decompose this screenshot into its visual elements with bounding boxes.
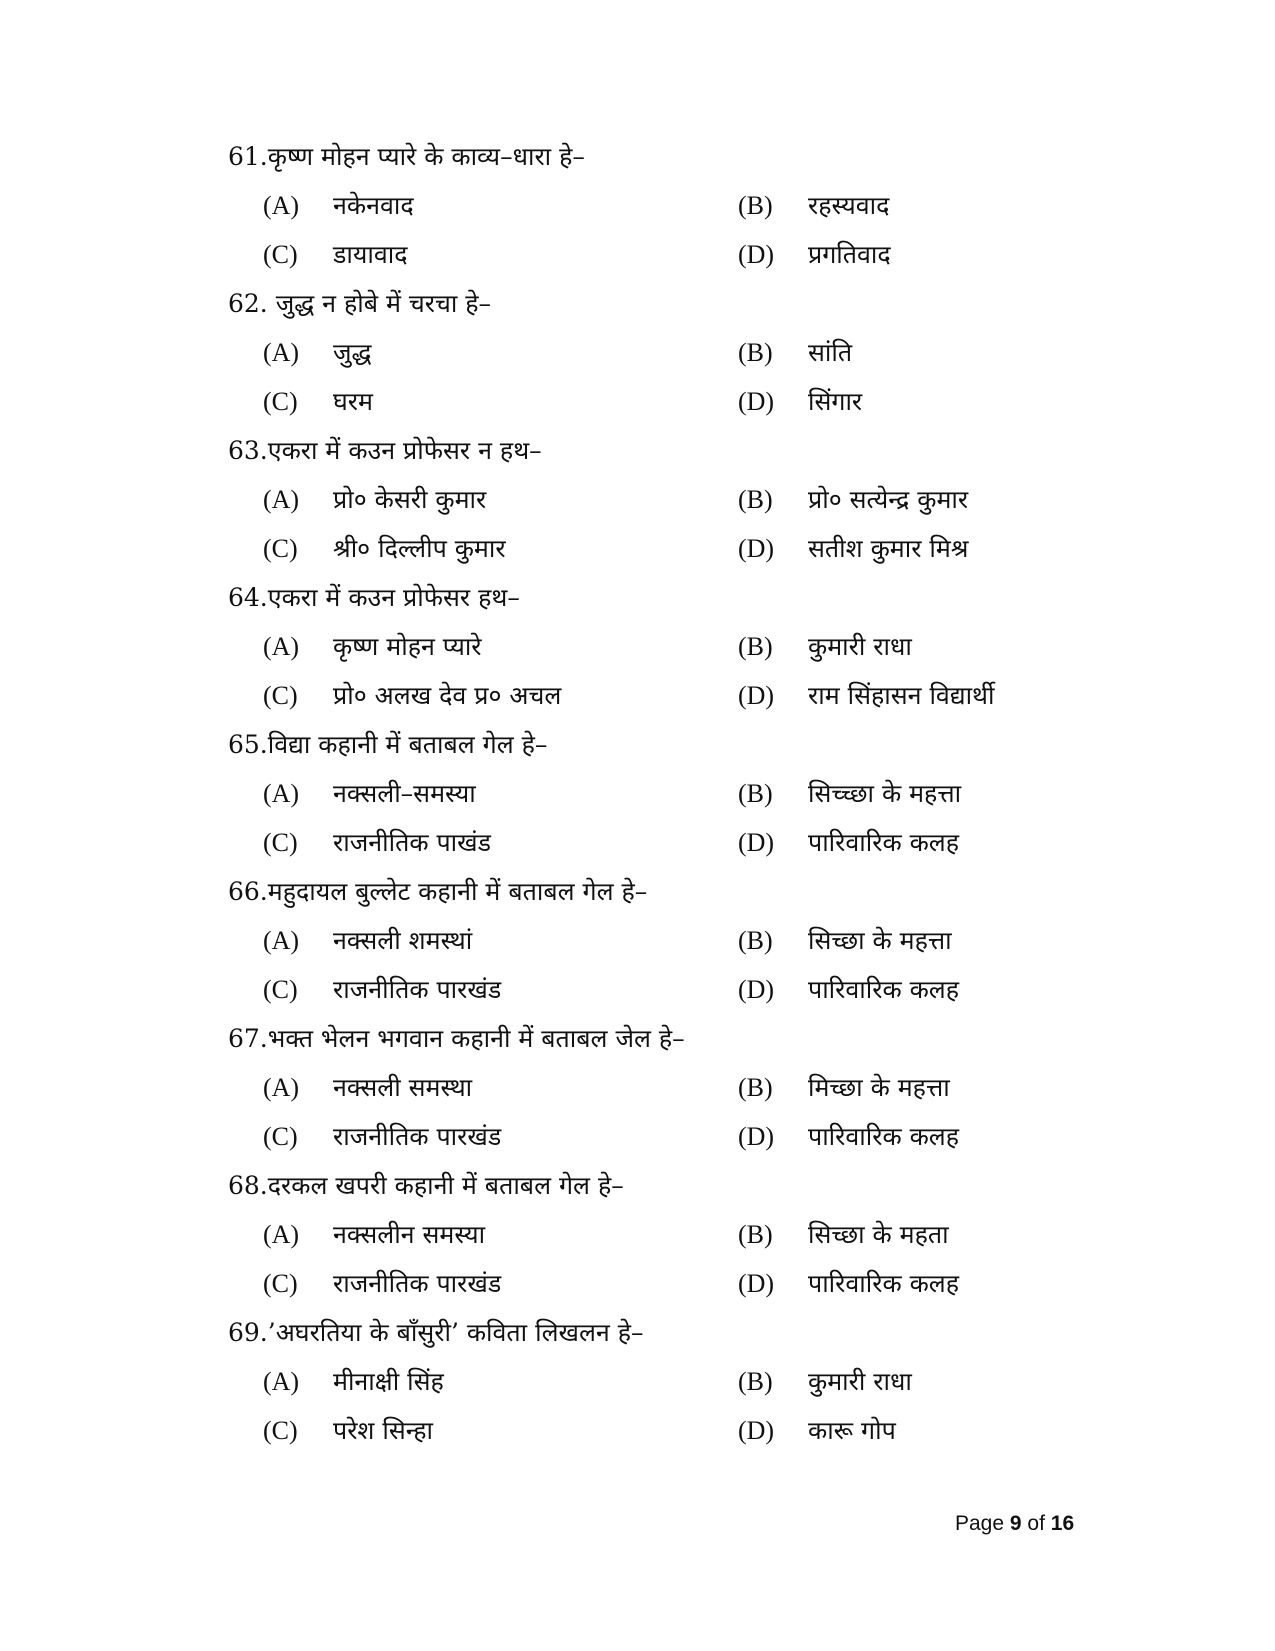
option-text: नकेनवाद: [333, 191, 414, 220]
question-66: [228, 867, 1088, 1014]
option-text: कुमारी राधा: [808, 1367, 912, 1396]
option-row: [228, 769, 1088, 818]
option-text: रहस्यवाद: [808, 191, 890, 220]
option-b: [738, 181, 1088, 230]
question-text: 62. जुद्ध न होबे में चरचा हे–: [228, 289, 492, 318]
option-letter: (A): [263, 1073, 300, 1102]
option-row: [228, 965, 1088, 1014]
option-c: [228, 1112, 738, 1161]
option-row: [228, 1063, 1088, 1112]
option-b: [738, 622, 1088, 671]
option-letter: (B): [738, 1073, 773, 1102]
question-text: 61.कृष्ण मोहन प्यारे के काव्य–धारा हे–: [228, 142, 585, 171]
option-text: सिंगार: [808, 387, 863, 416]
question-text: 66.महुदायल बुल्लेट कहानी में बताबल गेल हे–: [228, 877, 648, 906]
option-text: कृष्ण मोहन प्यारे: [333, 632, 482, 661]
option-text: पारिवारिक कलह: [808, 1269, 960, 1298]
option-c: [228, 671, 738, 720]
question-list: [228, 132, 1088, 1455]
option-text: कुमारी राधा: [808, 632, 912, 661]
question-text: 63.एकरा में कउन प्रोफेसर न हथ–: [228, 436, 542, 465]
option-c: [228, 818, 738, 867]
question-text: 69.’अघरतिया के बाँसुरी’ कविता लिखलन हे–: [228, 1318, 644, 1347]
option-b: [738, 328, 1088, 377]
page-footer: [955, 1512, 1074, 1536]
option-text: राजनीतिक पारखंड: [333, 975, 502, 1004]
option-letter: (C): [263, 828, 298, 857]
option-letter: (D): [738, 387, 775, 416]
option-letter: (D): [738, 240, 775, 269]
option-row: [228, 916, 1088, 965]
option-letter: (D): [738, 1416, 775, 1445]
option-text: पारिवारिक कलह: [808, 1122, 960, 1151]
option-a: [228, 1357, 738, 1406]
option-d: [738, 524, 1088, 573]
option-c: [228, 1259, 738, 1308]
option-text: मीनाक्षी सिंह: [333, 1367, 444, 1396]
option-text: सिच्च्छा के महत्ता: [808, 779, 962, 808]
question-text: 67.भक्त भेलन भगवान कहानी में बताबल जेल हे–: [228, 1024, 685, 1053]
question-text: 68.दरकल खपरी कहानी में बताबल गेल हे–: [228, 1171, 624, 1200]
option-c: [228, 377, 738, 426]
option-a: [228, 181, 738, 230]
option-row: [228, 1210, 1088, 1259]
option-letter: (D): [738, 681, 775, 710]
option-row: [228, 818, 1088, 867]
option-b: [738, 1357, 1088, 1406]
question-text: 65.विद्या कहानी में बताबल गेल हे–: [228, 730, 548, 759]
question-62: [228, 279, 1088, 426]
option-letter: (D): [738, 828, 775, 857]
option-text: नक्सलीन समस्या: [333, 1220, 486, 1249]
option-text: प्रो० अलख देव प्र० अचल: [333, 681, 562, 710]
option-a: [228, 622, 738, 671]
option-text: राम सिंहासन विद्यार्थी: [808, 681, 995, 710]
option-row: [228, 230, 1088, 279]
option-letter: (B): [738, 338, 773, 367]
question-68: [228, 1161, 1088, 1308]
option-a: [228, 769, 738, 818]
option-text: मिच्छा के महत्ता: [808, 1073, 950, 1102]
option-text: पारिवारिक कलह: [808, 975, 960, 1004]
option-c: [228, 524, 738, 573]
option-d: [738, 377, 1088, 426]
option-d: [738, 1406, 1088, 1455]
option-text: घरम: [333, 387, 373, 416]
option-letter: (D): [738, 1269, 775, 1298]
option-letter: (B): [738, 1220, 773, 1249]
option-letter: (C): [263, 1122, 298, 1151]
option-letter: (A): [263, 1220, 300, 1249]
option-text: नक्सली शमस्थां: [333, 926, 473, 955]
option-text: सांति: [808, 338, 853, 367]
option-row: [228, 671, 1088, 720]
question-65: [228, 720, 1088, 867]
option-a: [228, 1210, 738, 1259]
question-text: 64.एकरा में कउन प्रोफेसर हथ–: [228, 583, 520, 612]
option-c: [228, 965, 738, 1014]
option-letter: (A): [263, 926, 300, 955]
option-letter: (A): [263, 191, 300, 220]
option-text: प्रो० केसरी कुमार: [333, 485, 487, 514]
option-text: राजनीतिक पारखंड: [333, 1122, 502, 1151]
option-row: [228, 1406, 1088, 1455]
option-row: [228, 1259, 1088, 1308]
option-text: सतीश कुमार मिश्र: [808, 534, 969, 563]
question-69: [228, 1308, 1088, 1455]
option-b: [738, 1063, 1088, 1112]
option-row: [228, 181, 1088, 230]
option-b: [738, 916, 1088, 965]
option-letter: (D): [738, 534, 775, 563]
option-d: [738, 1259, 1088, 1308]
option-letter: (B): [738, 926, 773, 955]
option-letter: (B): [738, 779, 773, 808]
page-number: 9: [1009, 1512, 1022, 1535]
option-text: प्रगतिवाद: [808, 240, 891, 269]
option-c: [228, 1406, 738, 1455]
option-letter: (B): [738, 632, 773, 661]
option-letter: (C): [263, 240, 298, 269]
option-letter: (B): [738, 191, 773, 220]
option-text: नक्सली–समस्या: [333, 779, 476, 808]
option-letter: (C): [263, 534, 298, 563]
option-letter: (D): [738, 975, 775, 1004]
option-letter: (B): [738, 1367, 773, 1396]
option-letter: (A): [263, 632, 300, 661]
option-d: [738, 230, 1088, 279]
option-letter: (D): [738, 1122, 775, 1151]
option-letter: (C): [263, 975, 298, 1004]
option-text: डायावाद: [333, 240, 408, 269]
option-row: [228, 524, 1088, 573]
option-letter: (A): [263, 338, 300, 367]
option-letter: (C): [263, 1269, 298, 1298]
option-text: कारू गोप: [808, 1416, 896, 1445]
option-b: [738, 769, 1088, 818]
option-d: [738, 818, 1088, 867]
option-row: [228, 1357, 1088, 1406]
option-text: श्री० दिल्लीप कुमार: [333, 534, 506, 563]
option-row: [228, 328, 1088, 377]
option-text: सिच्छा के महत्ता: [808, 926, 952, 955]
question-61: [228, 132, 1088, 279]
option-text: परेश सिन्हा: [333, 1416, 433, 1445]
option-a: [228, 916, 738, 965]
option-d: [738, 965, 1088, 1014]
option-d: [738, 671, 1088, 720]
option-letter: (C): [263, 681, 298, 710]
option-letter: (A): [263, 779, 300, 808]
option-row: [228, 377, 1088, 426]
option-text: राजनीतिक पाखंड: [333, 828, 491, 857]
option-a: [228, 475, 738, 524]
option-text: राजनीतिक पारखंड: [333, 1269, 502, 1298]
option-row: [228, 622, 1088, 671]
question-63: [228, 426, 1088, 573]
option-a: [228, 328, 738, 377]
of-label: of: [1027, 1512, 1045, 1535]
option-a: [228, 1063, 738, 1112]
option-letter: (A): [263, 485, 300, 514]
option-c: [228, 230, 738, 279]
option-letter: (A): [263, 1367, 300, 1396]
option-b: [738, 475, 1088, 524]
option-letter: (C): [263, 387, 298, 416]
option-b: [738, 1210, 1088, 1259]
option-letter: (B): [738, 485, 773, 514]
total-pages: 16: [1050, 1512, 1075, 1535]
option-row: [228, 475, 1088, 524]
option-text: पारिवारिक कलह: [808, 828, 960, 857]
question-67: [228, 1014, 1088, 1161]
option-text: सिच्छा के महता: [808, 1220, 949, 1249]
option-text: नक्सली समस्था: [333, 1073, 473, 1102]
option-text: जुद्ध: [333, 338, 372, 367]
option-row: [228, 1112, 1088, 1161]
page-label: Page: [955, 1512, 1005, 1535]
option-letter: (C): [263, 1416, 298, 1445]
question-64: [228, 573, 1088, 720]
option-text: प्रो० सत्येन्द्र कुमार: [808, 485, 969, 514]
option-d: [738, 1112, 1088, 1161]
